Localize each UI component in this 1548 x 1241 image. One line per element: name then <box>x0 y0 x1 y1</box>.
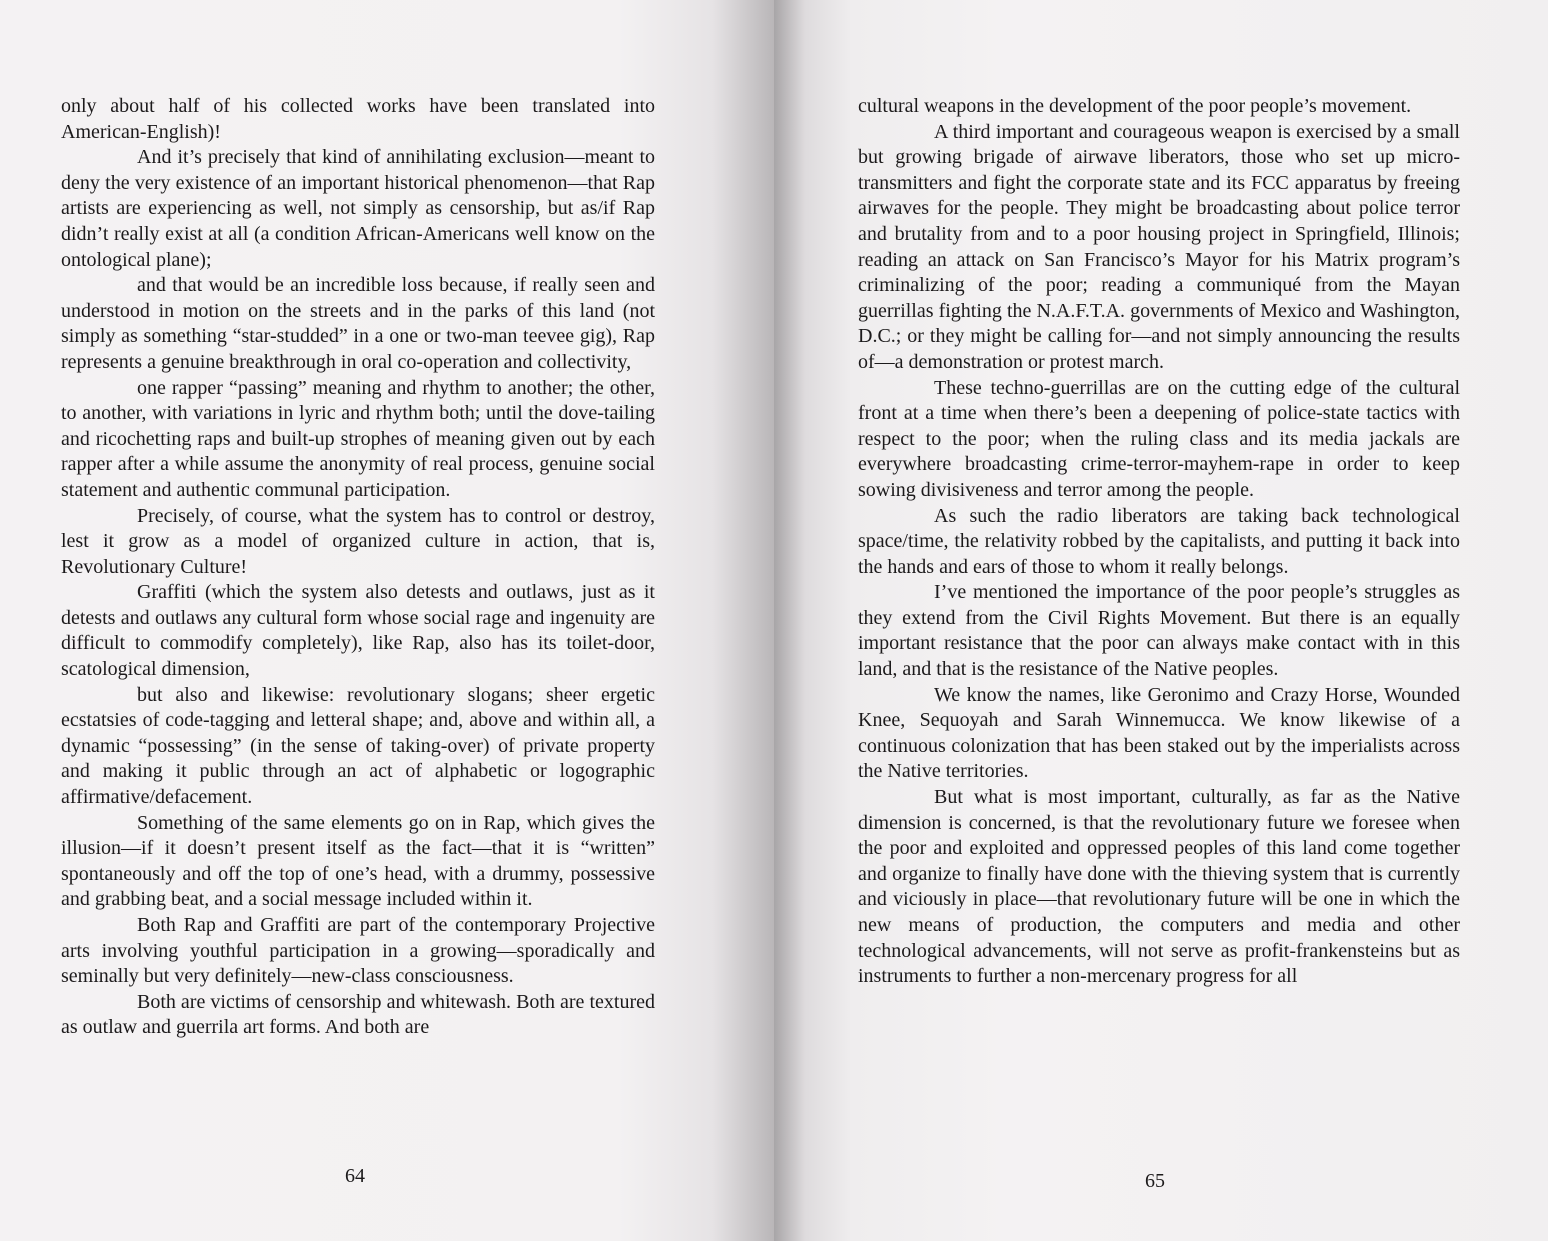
paragraph: cultural weapons in the development of the poor people’s movement. <box>858 95 1412 117</box>
paragraph: but also and likewise: revolutionary slogans; sheer ergetic ecstatsies of code-tagging and letteral shape; and, above and within all, a dynamic “possessing” (in the sense of taking-over) of private property and making it public through an act of alphabetic or logographic affirmative/defacement. <box>61 683 655 809</box>
paragraph: These techno-guerrillas are on the cutting edge of the cultural front at a time when there’s been a deepening of police-state tactics with respect to the poor; when the ruling class and its media jackals are everywhere broadcasting crime-terror-mayhem-rape in order to keep sowing divisiveness and terror among the people. <box>858 376 1460 501</box>
paragraph: Precisely, of course, what the system has to control or destroy, lest it grow as a model of organized culture in action, that is, Revolutionary Culture! <box>61 504 655 578</box>
paragraph: And it’s precisely that kind of annihilating exclusion—meant to deny the very existence of an important historical phenomenon—that Rap artists are experiencing as well, not simply as censorship, but as/if Rap didn’t really exist at all (a condition African-Americans well know on the ontological plane); <box>61 146 655 271</box>
right-page <box>774 0 1548 1241</box>
left-page-text <box>61 94 655 1041</box>
page-number: 64 <box>345 1165 365 1187</box>
paragraph: A third important and courageous weapon is exercised by a small but growing brigade of airwave liberators, those who set up micro-transmitters and fight the corporate state and its FCC apparatus by freeing airwaves for the people. They might be broadcasting about police terror and brutality from and to a poor housing project in Springfield, Illinois; reading an attack on San Francisco’s Mayor for his Matrix program’s criminalizing of the poor; reading a communiqué from the Mayan guerrillas fighting the N.A.F.T.A. governments of Mexico and Washington, D.C.; or they might be calling for—and not simply announcing the results of—a demonstration or protest march. <box>858 120 1460 373</box>
paragraph: But what is most important, culturally, as far as the Native dimension is concerned, is that the revolutionary future we foresee when the poor and exploited and oppressed peoples of this land come together and organize to finally have done with the thieving system that is currently and viciously in place—that revolutionary future will be one in which the new means of production, the computers and media and other technological advancements, will not serve as profit-frankensteins but as instruments to further a non-mercenary progress for all <box>858 786 1460 988</box>
paragraph: and that would be an incredible loss because, if really seen and understood in motion on the streets and in the parks of this land (not simply as something “star-studded” in a one or two-man teevee gig), Rap represents a genuine breakthrough in oral co-operation and collectivity, <box>61 274 655 373</box>
paragraph: As such the radio liberators are taking back technological space/time, the relativity robbed by the capitalists, and putting it back into the hands and ears of those to whom it really belongs. <box>858 504 1460 578</box>
page-number: 65 <box>1145 1170 1165 1192</box>
paragraph: Both are victims of censorship and whitewash. Both are textured as outlaw and guerrila art forms. And both are <box>61 990 655 1039</box>
paragraph: Both Rap and Graffiti are part of the contemporary Projective arts involving youthful participation in a growing—sporadically and seminally but very definitely—new-class consciousness. <box>61 914 655 988</box>
paragraph: Something of the same elements go on in Rap, which gives the illusion—if it doesn’t present itself as the fact—that it is “written” spontaneously and off the top of one’s head, with a drummy, possessive and grabbing beat, and a social message included within it. <box>61 811 655 911</box>
paragraph: I’ve mentioned the importance of the poor people’s struggles as they extend from the Civil Rights Movement. But there is an equally important resistance that the poor can always make contact with in this land, and that is the resistance of the Native peoples. <box>858 581 1460 681</box>
paragraph: one rapper “passing” meaning and rhythm to another; the other, to another, with variations in lyric and rhythm both; until the dove-tailing and ricochetting raps and built-up strophes of meaning given out by each rapper after a while assume the anonymity of real process, genuine social statement and authentic communal participation. <box>61 376 655 501</box>
paragraph: Graffiti (which the system also detests and outlaws, just as it detests and outlaws any cultural form whose social rage and ingenuity are difficult to commodify completely), like Rap, also has its toilet-door, scatological dimension, <box>61 581 655 681</box>
right-page-text <box>858 94 1460 990</box>
paragraph: only about half of his collected works have been translated into American-English)! <box>61 95 655 143</box>
paragraph: We know the names, like Geronimo and Crazy Horse, Wounded Knee, Sequoyah and Sarah Winnemucca. We know likewise of a continuous colonization that has been staked out by the imperialists across the Native territories. <box>858 683 1460 783</box>
